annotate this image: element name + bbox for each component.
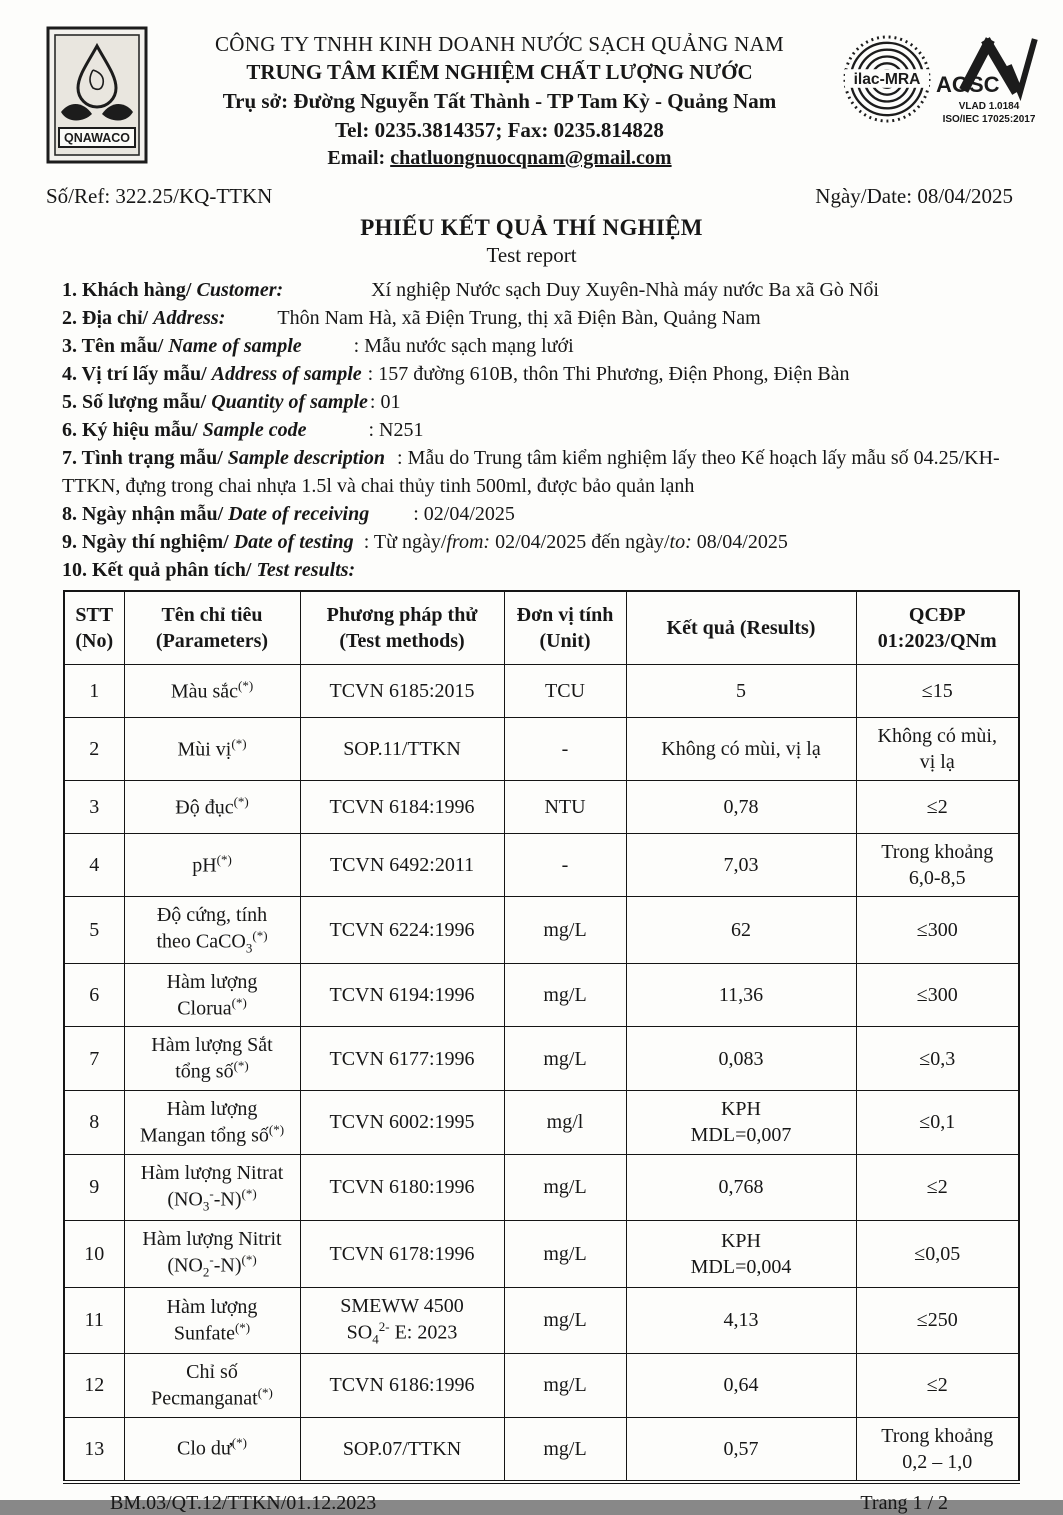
limit-value: ≤250 xyxy=(856,1287,1019,1354)
limit-value: Trong khoảng 6,0-8,5 xyxy=(856,834,1019,897)
info-label-vn: 5. Số lượng mẫu/ xyxy=(62,391,207,413)
info-value: 02/04/2025 đến ngày/ xyxy=(490,531,670,553)
info-label-vn: 2. Địa chỉ/ xyxy=(62,307,149,329)
email-line xyxy=(156,147,843,170)
row-no: 1 xyxy=(64,665,124,718)
result-value: 7,03 xyxy=(626,834,856,897)
limit-value: ≤2 xyxy=(856,1154,1019,1221)
table-header xyxy=(64,591,1019,665)
report-date: Ngày/Date: 08/04/2025 xyxy=(815,184,1013,208)
result-value: 0,64 xyxy=(626,1354,856,1418)
page-subtitle: Test report xyxy=(486,243,577,267)
table-row xyxy=(64,1027,1019,1091)
result-value: Không có mùi, vị lạ xyxy=(626,718,856,781)
table-body xyxy=(64,665,1019,1482)
param-name: Hàm lượng Nitrit $(NO_2^--N)^{(*)}$ xyxy=(124,1221,300,1288)
info-value: Thôn Nam Hà, xã Điện Trung, thị xã Điện Bàn, Quảng Nam xyxy=(277,307,761,329)
test-method: TCVN 6185:2015 xyxy=(300,665,504,718)
unit: mg/L xyxy=(504,1417,626,1482)
info-item xyxy=(62,276,1029,304)
table-row xyxy=(64,1090,1019,1154)
hq-address: Trụ sở: Đường Nguyễn Tất Thành - TP Tam Kỳ - Quảng Nam xyxy=(222,89,777,113)
unit: - xyxy=(504,834,626,897)
table-row xyxy=(64,665,1019,718)
company-name: CÔNG TY TNHH KINH DOANH NƯỚC SẠCH QUẢNG NAM xyxy=(215,32,784,56)
test-method: TCVN 6184:1996 xyxy=(300,781,504,834)
ref-number: Số/Ref: 322.25/KQ-TTKN xyxy=(46,184,273,208)
limit-value: ≤2 xyxy=(856,1354,1019,1418)
info-item xyxy=(62,528,1029,556)
info-label-en: Sample description xyxy=(227,447,386,469)
row-no: 5 xyxy=(64,897,124,964)
info-label-vn: 9. Ngày thí nghiệm/ xyxy=(62,531,229,553)
param-name: pH(*) xyxy=(124,834,300,897)
aosc-label: AOSC xyxy=(936,72,1000,97)
param-name: Màu sắc(*) xyxy=(124,665,300,718)
center-name: TRUNG TÂM KIỂM NGHIỆM CHẤT LƯỢNG NƯỚC xyxy=(246,60,753,84)
info-item xyxy=(62,556,1029,584)
table-row xyxy=(64,1221,1019,1288)
unit: mg/L xyxy=(504,1027,626,1091)
page-title: PHIẾU KẾT QUẢ THÍ NGHIỆM xyxy=(360,215,703,240)
info-label-en: Name of sample xyxy=(168,335,302,357)
row-no: 4 xyxy=(64,834,124,897)
unit: mg/L xyxy=(504,1287,626,1354)
row-no: 7 xyxy=(64,1027,124,1091)
limit-value: ≤0,1 xyxy=(856,1090,1019,1154)
row-no: 2 xyxy=(64,718,124,781)
page-number: Trang 1 / 2 xyxy=(860,1491,948,1514)
unit: mg/L xyxy=(504,1221,626,1288)
info-label-en: Customer: xyxy=(196,279,284,301)
row-no: 10 xyxy=(64,1221,124,1288)
test-method: TCVN 6180:1996 xyxy=(300,1154,504,1221)
test-method: TCVN 6194:1996 xyxy=(300,963,504,1027)
info-item xyxy=(62,500,1029,528)
test-method: TCVN 6224:1996 xyxy=(300,897,504,964)
info-value: to: xyxy=(669,531,692,553)
result-value: 0,57 xyxy=(626,1417,856,1482)
row-no: 12 xyxy=(64,1354,124,1418)
param-name: Hàm lượng Sunfate(*) xyxy=(124,1287,300,1354)
limit-value: Trong khoảng 0,2 – 1,0 xyxy=(856,1417,1019,1482)
result-value: KPH MDL=0,007 xyxy=(626,1090,856,1154)
info-label-vn: 6. Ký hiệu mẫu/ xyxy=(62,419,198,441)
table-row xyxy=(64,834,1019,897)
info-item xyxy=(62,416,1029,444)
info-value: : 01 xyxy=(369,391,401,413)
qnawaco-logo xyxy=(46,26,156,169)
info-list xyxy=(0,268,1063,584)
param-name: Hàm lượng Sắt tổng số(*) xyxy=(124,1027,300,1091)
table-row xyxy=(64,781,1019,834)
param-name: Clo dư(*) xyxy=(124,1417,300,1482)
info-value: : 157 đường 610B, thôn Thi Phương, Điện Phong, Điện Bàn xyxy=(367,363,850,385)
test-method: TCVN 6177:1996 xyxy=(300,1027,504,1091)
info-label-en: Date of receiving xyxy=(228,503,370,525)
results-table xyxy=(63,590,1020,1484)
column-header: Kết quả (Results) xyxy=(626,591,856,665)
info-value: : 02/04/2025 xyxy=(413,503,515,525)
param-name: Độ đục(*) xyxy=(124,781,300,834)
aosc-accreditation-number: VLAD 1.0184 xyxy=(958,101,1020,112)
unit: mg/l xyxy=(504,1090,626,1154)
column-header: Đơn vị tính (Unit) xyxy=(504,591,626,665)
result-value: KPH MDL=0,004 xyxy=(626,1221,856,1288)
unit: mg/L xyxy=(504,1154,626,1221)
info-value: : N251 xyxy=(368,419,424,441)
column-header: STT (No) xyxy=(64,591,124,665)
column-header: QCĐP 01:2023/QNm xyxy=(856,591,1019,665)
row-no: 3 xyxy=(64,781,124,834)
info-value: from: xyxy=(446,531,491,553)
unit: - xyxy=(504,718,626,781)
test-method: SOP.11/TTKN xyxy=(300,718,504,781)
test-method: SOP.07/TTKN xyxy=(300,1417,504,1482)
aosc-mark-icon xyxy=(936,34,1042,96)
param-name: Hàm lượng Clorua(*) xyxy=(124,963,300,1027)
test-method: TCVN 6492:2011 xyxy=(300,834,504,897)
ref-line xyxy=(0,170,1063,209)
test-method: TCVN 6178:1996 xyxy=(300,1221,504,1288)
header-row xyxy=(64,591,1019,665)
table-row xyxy=(64,963,1019,1027)
table-row xyxy=(64,1417,1019,1482)
info-label-vn: 8. Ngày nhận mẫu/ xyxy=(62,503,224,525)
info-label-en: Sample code xyxy=(202,419,307,441)
info-label-vn: 1. Khách hàng/ xyxy=(62,279,192,301)
info-item xyxy=(62,388,1029,416)
ilac-mra-label: ilac-MRA xyxy=(853,70,921,88)
info-item xyxy=(62,332,1029,360)
info-label-vn: 7. Tình trạng mẫu/ xyxy=(62,447,223,469)
info-item xyxy=(62,444,1029,500)
result-value: 0,083 xyxy=(626,1027,856,1091)
unit: mg/L xyxy=(504,963,626,1027)
table-row xyxy=(64,1354,1019,1418)
param-name: Hàm lượng Nitrat $(NO_3^--N)^{(*)}$ xyxy=(124,1154,300,1221)
info-value: : Từ ngày/ xyxy=(363,531,447,553)
result-value: 0,768 xyxy=(626,1154,856,1221)
info-value: Xí nghiệp Nước sạch Duy Xuyên-Nhà máy nước Ba xã Gò Nổi xyxy=(371,279,879,301)
test-method: TCVN 6002:1995 xyxy=(300,1090,504,1154)
test-method: TCVN 6186:1996 xyxy=(300,1354,504,1418)
limit-value: Không có mùi, vị lạ xyxy=(856,718,1019,781)
info-label-en: Test results: xyxy=(256,559,356,581)
unit: NTU xyxy=(504,781,626,834)
info-label-en: Date of testing xyxy=(233,531,354,553)
limit-value: ≤0,3 xyxy=(856,1027,1019,1091)
limit-value: ≤15 xyxy=(856,665,1019,718)
test-method: SMEWW 4500 $SO_4^{2-}$ E: 2023 xyxy=(300,1287,504,1354)
param-name: Chỉ số Pecmanganat(*) xyxy=(124,1354,300,1418)
letterhead xyxy=(156,26,843,170)
row-no: 6 xyxy=(64,963,124,1027)
aosc-iso-standard: ISO/IEC 17025:2017 xyxy=(942,113,1036,125)
column-header: Tên chỉ tiêu (Parameters) xyxy=(124,591,300,665)
page-footer xyxy=(0,1484,1063,1515)
result-value: 4,13 xyxy=(626,1287,856,1354)
info-label-vn: 3. Tên mẫu/ xyxy=(62,335,164,357)
result-value: 0,78 xyxy=(626,781,856,834)
result-value: 5 xyxy=(626,665,856,718)
info-label-en: Address of sample xyxy=(211,363,362,385)
info-value: : Mẫu do Trung tâm kiểm nghiệm lấy theo Kế hoạch lấy mẫu số 04.25/KH-TTKN, đựng trong chai nhựa 1.5l và chai thủy tinh 500ml, được bảo quản lạnh xyxy=(62,447,1000,497)
row-no: 9 xyxy=(64,1154,124,1221)
info-value: 08/04/2025 xyxy=(691,531,788,553)
limit-value: ≤2 xyxy=(856,781,1019,834)
form-code: BM.03/QT.12/TTKN/01.12.2023 xyxy=(110,1491,377,1514)
row-no: 8 xyxy=(64,1090,124,1154)
tel-fax: Tel: 0235.3814357; Fax: 0235.814828 xyxy=(335,118,664,142)
param-name: Hàm lượng Mangan tổng số(*) xyxy=(124,1090,300,1154)
aosc-logo xyxy=(935,34,1043,126)
result-value: 11,36 xyxy=(626,963,856,1027)
email-label: Email: xyxy=(327,147,386,169)
ilac-mra-icon xyxy=(843,34,931,124)
row-no: 13 xyxy=(64,1417,124,1482)
email-address: chatluongnuocqnam@gmail.com xyxy=(390,147,672,169)
unit: mg/L xyxy=(504,897,626,964)
result-value: 62 xyxy=(626,897,856,964)
limit-value: ≤300 xyxy=(856,897,1019,964)
limit-value: ≤300 xyxy=(856,963,1019,1027)
info-label-vn: 10. Kết quả phân tích/ xyxy=(62,559,252,581)
info-label-en: Quantity of sample xyxy=(211,391,368,413)
accreditation-logos xyxy=(843,26,1043,126)
param-name: Độ cứng, tính theo CaCO$_3$(*) xyxy=(124,897,300,964)
column-header: Phương pháp thử (Test methods) xyxy=(300,591,504,665)
report-header xyxy=(0,0,1063,170)
qnawaco-stamp-icon xyxy=(46,26,148,164)
info-label-en: Address: xyxy=(153,307,226,329)
table-row xyxy=(64,1154,1019,1221)
table-row xyxy=(64,897,1019,964)
info-label-vn: 4. Vị trí lấy mẫu/ xyxy=(62,363,207,385)
info-item xyxy=(62,360,1029,388)
table-row xyxy=(64,1287,1019,1354)
param-name: Mùi vị(*) xyxy=(124,718,300,781)
unit: mg/L xyxy=(504,1354,626,1418)
table-row xyxy=(64,718,1019,781)
qnawaco-label: QNAWACO xyxy=(64,131,130,145)
info-value: : Mẫu nước sạch mạng lưới xyxy=(353,335,574,357)
unit: TCU xyxy=(504,665,626,718)
info-item xyxy=(62,304,1029,332)
row-no: 11 xyxy=(64,1287,124,1354)
limit-value: ≤0,05 xyxy=(856,1221,1019,1288)
